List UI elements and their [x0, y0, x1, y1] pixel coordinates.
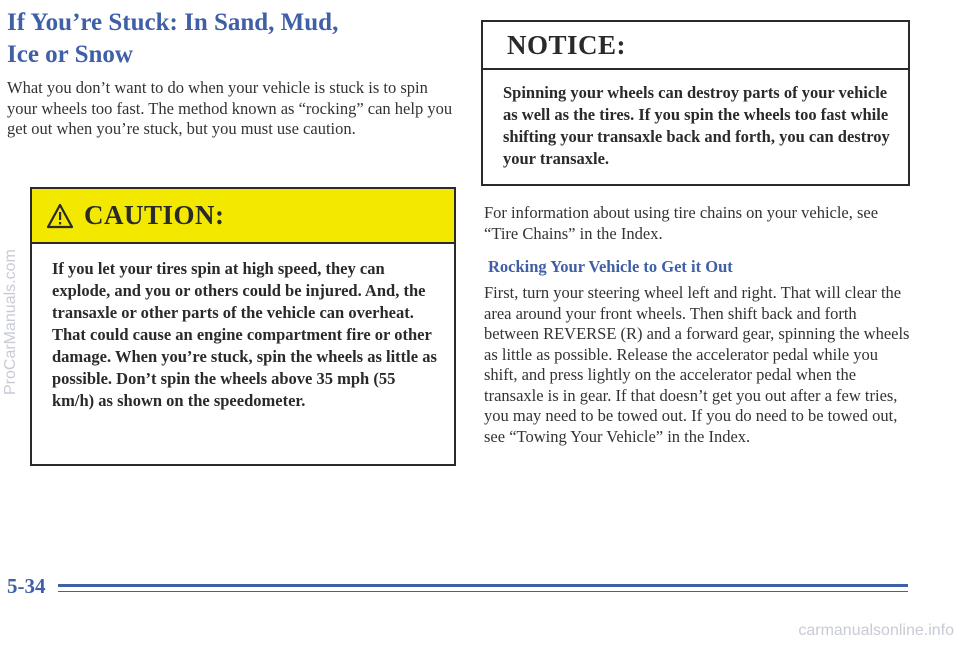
section-heading-line2: Ice or Snow — [7, 41, 133, 68]
rocking-paragraph: First, turn your steering wheel left and right. That will clear the area around your front wheels. Then shift back and forth between REVERSE (R) and a forward gear, spinning the wheels as little as possible. Release the accelerator pedal while you shift, and press lightly on the accelerator pedal when the transaxle is in gear. If that doesn’t get you out after a few tries, you may need to be towed out. If you do need to be towed out, see “Towing Your Vehicle” in the Index. — [484, 283, 910, 446]
notice-text: Spinning your wheels can destroy parts of your vehicle as well as the tires. If you spin the wheels too fast while shifting your transaxle back and forth, you can destroy your transaxle. — [503, 83, 890, 168]
side-watermark: ProCarManuals.com — [2, 249, 19, 395]
bottom-watermark: carmanualsonline.info — [798, 622, 954, 639]
notice-header — [483, 22, 908, 70]
caution-title: CAUTION: — [84, 200, 225, 230]
notice-title: NOTICE: — [507, 29, 627, 60]
tire-chains-paragraph: For information about using tire chains on your vehicle, see “Tire Chains” in the Index. — [484, 203, 879, 243]
caution-text: If you let your tires spin at high speed, they can explode, and you or others could be injured. And, the transaxle or other parts of the vehicle can overheat. That could cause an engine compartment fire or other damage. When you’re stuck, spin the wheels as little as possible. Don’t spin the wheels above 35 mph (55 km/h) as shown on the speedometer. — [52, 259, 437, 410]
section-heading — [7, 7, 447, 71]
caution-header — [32, 189, 454, 244]
page-rule-divider — [58, 584, 908, 592]
warning-triangle-icon — [46, 203, 74, 229]
section-heading-line1: If You’re Stuck: In Sand, Mud, — [7, 9, 339, 36]
notice-box — [481, 20, 910, 186]
page-number: 5-34 — [7, 574, 46, 598]
caution-box — [30, 187, 456, 466]
intro-paragraph: What you don’t want to do when your vehicle is stuck is to spin your wheels too fast. The method known as “rocking” can help you get out when you’re stuck, but you must use caution. — [7, 78, 453, 138]
rocking-heading: Rocking Your Vehicle to Get it Out — [488, 257, 733, 276]
